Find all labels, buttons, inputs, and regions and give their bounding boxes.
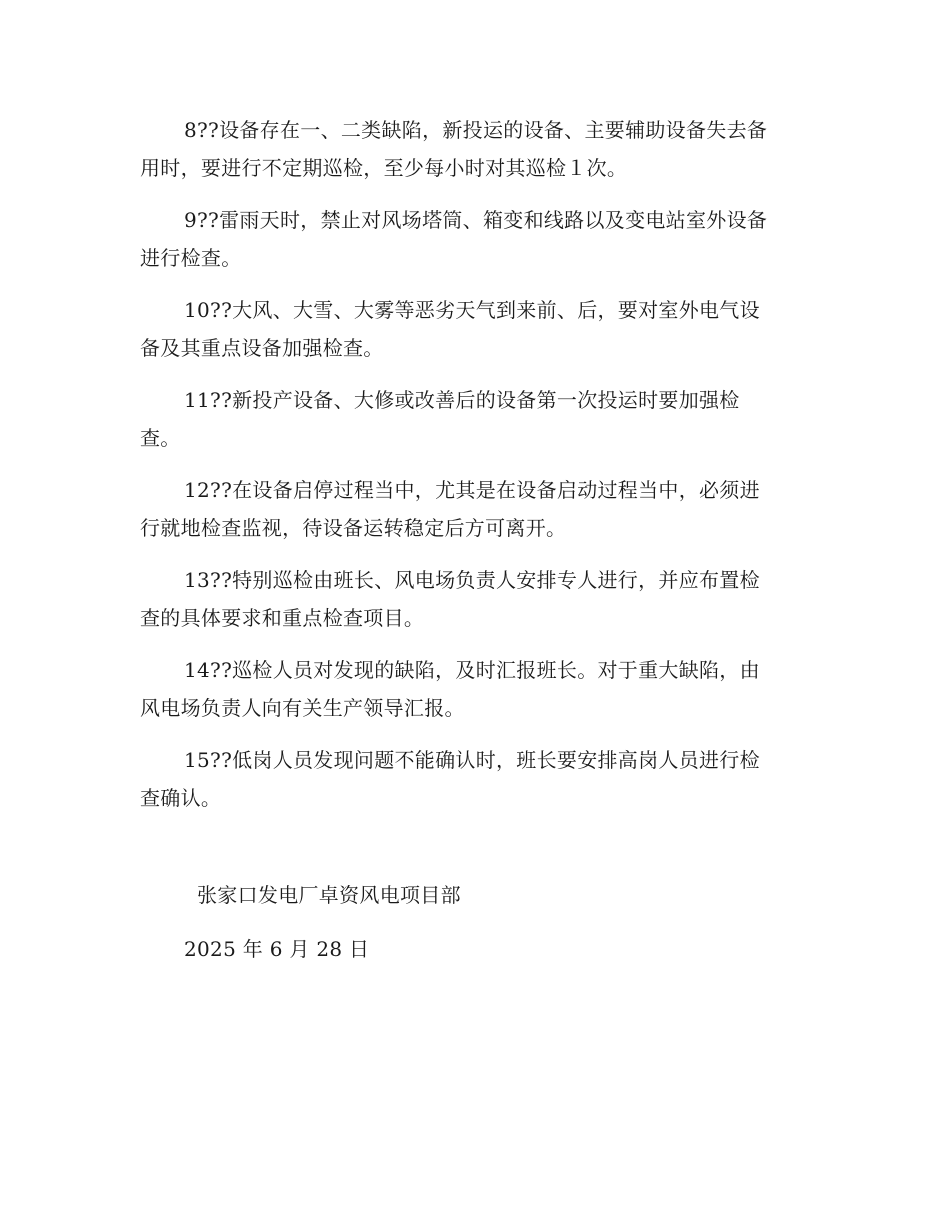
paragraph-line: 11??新投产设备、大修或改善后的设备第一次投运时要加强检: [184, 388, 740, 412]
paragraph-line: 8??设备存在一、二类缺陷，新投运的设备、主要辅助设备失去备: [184, 118, 768, 142]
paragraph-line: 用时，要进行不定期巡检，至少每小时对其巡检１次。: [140, 156, 628, 180]
paragraph-line: 行就地检查监视，待设备运转稳定后方可离开。: [140, 516, 567, 540]
paragraph-line: 备及其重点设备加强检查。: [140, 336, 384, 360]
paragraph-item-14: [140, 651, 810, 727]
paragraph-line: 风电场负责人向有关生产领导汇报。: [140, 696, 465, 720]
paragraph-line: 查的具体要求和重点检查项目。: [140, 606, 425, 630]
paragraph-item-11: [140, 381, 810, 457]
paragraph-line: 9??雷雨天时，禁止对风场塔筒、箱变和线路以及变电站室外设备: [184, 208, 768, 232]
paragraph-item-15: [140, 741, 810, 817]
paragraph-line: 12??在设备启停过程当中，尤其是在设备启动过程当中，必须进: [184, 478, 760, 502]
paragraph-line: 14??巡检人员对发现的缺陷，及时汇报班长。对于重大缺陷，由: [184, 658, 760, 682]
signature-organization: 张家口发电厂卓资风电项目部: [197, 883, 461, 907]
paragraph-item-8: [140, 111, 810, 187]
paragraph-line: 查确认。: [140, 786, 222, 810]
paragraph-line: 13??特别巡检由班长、风电场负责人安排专人进行，并应布置检: [184, 568, 760, 592]
paragraph-line: 查。: [140, 426, 181, 450]
paragraph-item-9: [140, 201, 810, 277]
document-body: [140, 111, 810, 831]
paragraph-line: 进行检查。: [140, 246, 242, 270]
paragraph-item-13: [140, 561, 810, 637]
paragraph-line: 15??低岗人员发现问题不能确认时，班长要安排高岗人员进行检: [184, 748, 760, 772]
paragraph-line: 10??大风、大雪、大雾等恶劣天气到来前、后，要对室外电气设: [184, 298, 760, 322]
paragraph-item-10: [140, 291, 810, 367]
paragraph-item-12: [140, 471, 810, 547]
signature-date: 2025 年 6 月 28 日: [184, 937, 370, 961]
